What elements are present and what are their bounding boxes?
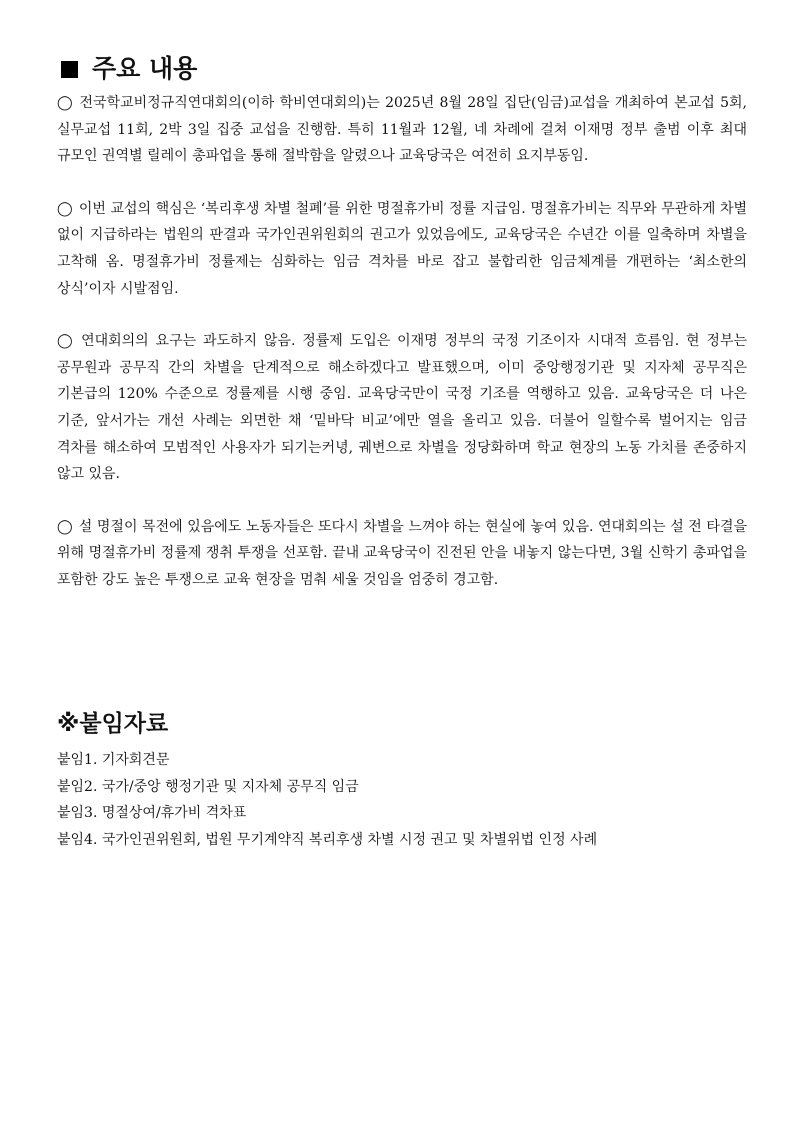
circle-bullet-icon: ◯ bbox=[57, 200, 73, 217]
attachment-item: 붙임3. 명절상여/휴가비 격차표 bbox=[57, 805, 247, 821]
paragraph-text: 설 명절이 목전에 있음에도 노동자들은 또다시 차별을 느껴야 하는 현실에 놓여 있음. 연대회의는 설 전 타결을 위해 명절휴가비 정률제 쟁취 투쟁을 선포함. 끝내 교육당국이 진전된 안을 내놓지 않는다면, 3월 신학기 총파업을 포함한 강도 높은 투쟁으로 교육 현장을 멈춰 세울 것임을 엄중히 경고함. bbox=[57, 518, 747, 588]
main-section-title: 주요 내용 bbox=[92, 54, 198, 83]
attachment-item: 붙임4. 국가인권위원회, 법원 무기계약직 복리후생 차별 시정 권고 및 차별위법 인정 사례 bbox=[57, 831, 598, 848]
attachment-item: 붙임1. 기자회견문 bbox=[57, 752, 170, 768]
paragraph-4 bbox=[57, 514, 747, 594]
attachments-list bbox=[57, 747, 597, 853]
circle-bullet-icon: ◯ bbox=[57, 518, 73, 535]
attachments-heading: ※붙임자료 bbox=[57, 711, 169, 737]
paragraph-text: 연대회의의 요구는 과도하지 않음. 정률제 도입은 이재명 정부의 국정 기조이자 시대적 흐름임. 현 정부는 공무원과 공무직 간의 차별을 단계적으로 해소하겠다고 발표했으며, 이미 중앙행정기관 및 지자체 공무직은 기본급의 120% 수준으로 정률제를 시행 중임. 교육당국만이 국정 기조를 역행하고 있음. 교육당국은 더 나은 기준, 앞서가는 개선 사례는 외면한 채 ‘밑바닥 비교’에만 열을 올리고 있음. 더불어 일할수록 벌어지는 임금 격차를 해소하여 모범적인 사용자가 되기는커녕, 궤변으로 차별을 정당화하며 학교 현장의 노동 가치를 존중하지 않고 있음. bbox=[57, 333, 748, 483]
paragraph-2 bbox=[57, 196, 747, 302]
document-page bbox=[57, 52, 748, 848]
paragraph-text: 전국학교비정규직연대회의(이하 학비연대회의)는 2025년 8월 28일 집단(임금)교섭을 개최하여 본교섭 5회, 실무교섭 11회, 2박 3일 집중 교섭을 진행함. 특히 11월과 12월, 네 차례에 걸쳐 이재명 정부 출범 이후 최대 규모인 권역별 릴레이 총파업을 통해 절박함을 알렸으나 교육당국은 여전히 요지부동임. bbox=[57, 95, 747, 165]
black-square-icon bbox=[61, 61, 78, 78]
circle-bullet-icon: ◯ bbox=[57, 95, 74, 111]
circle-bullet-icon: ◯ bbox=[57, 333, 76, 350]
paragraph-3 bbox=[57, 328, 747, 488]
paragraph-1 bbox=[57, 90, 747, 170]
paragraph-text: 이번 교섭의 핵심은 ‘복리후생 차별 철폐’를 위한 명절휴가비 정률 지급임. 명절휴가비는 직무와 무관하게 차별 없이 지급하라는 법원의 판결과 국가인권위원회의 권고가 있었음에도, 교육당국은 수년간 이를 일축하며 차별을 고착해 옴. 명절휴가비 정률제는 심화하는 임금 격차를 바로 잡고 불합리한 임금체계를 개편하는 ‘최소한의 상식’이자 시발점임. bbox=[57, 200, 747, 297]
main-section-heading bbox=[57, 52, 747, 86]
attachment-item: 붙임2. 국가/중앙 행정기관 및 지자체 공무직 임금 bbox=[57, 778, 359, 795]
